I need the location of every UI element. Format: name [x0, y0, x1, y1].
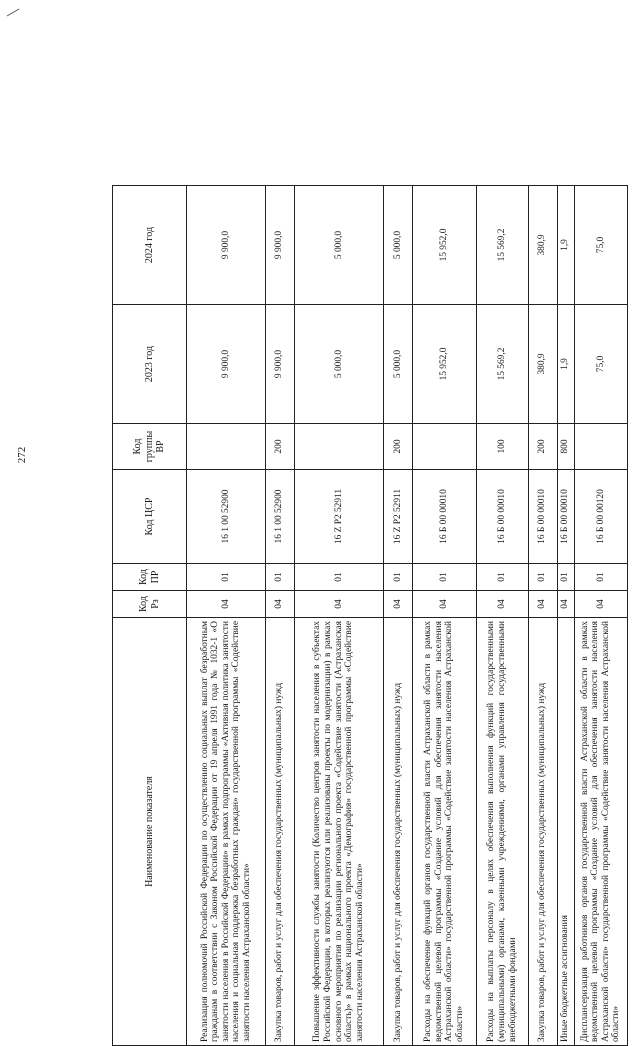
- table-row: [574, 186, 627, 1046]
- table-row: [187, 186, 266, 1046]
- budget-table: [112, 185, 628, 1046]
- row-rz: 04: [265, 591, 294, 618]
- row-rz: 04: [384, 591, 413, 618]
- row-2023: 5 000,0: [384, 305, 413, 424]
- row-2024: 380,9: [528, 186, 557, 305]
- row-name: Повышение эффективности службы занятости (Количество центров занятости населения в субъектах Российской Федерации, в которых реализуются или реализованы проекты по модернизации) в рамках основного мероприятия по реализации регионального проекта «Содействие занятости (Астраханская область)» в рамках национального проекта «Демография» государственной программы «Содействие занятости населения Астраханской области»: [294, 618, 383, 1046]
- row-rz: 04: [412, 591, 476, 618]
- row-2024: 15 952,0: [412, 186, 476, 305]
- row-2023: 15 569,2: [476, 305, 528, 424]
- row-2024: 5 000,0: [384, 186, 413, 305]
- row-2023: 9 900,0: [265, 305, 294, 424]
- row-name: Расходы на выплаты персоналу в целях обеспечения выполнения функций государственными (муниципальными) органами, казенными учреждениями, органами управления государственными внебюджетными фондами: [476, 618, 528, 1046]
- row-csr: 16 Б 00 00010: [557, 470, 574, 564]
- row-vr: [412, 424, 476, 470]
- row-name: Расходы на обеспечение функций органов государственной власти Астраханской области в рамках ведомственной целевой программы «Создание условий для обеспечения занятости населения Астраханской области» государственной программы «Содействие занятости населения Астраханской области»: [412, 618, 476, 1046]
- row-vr: [574, 424, 627, 470]
- row-2023: 380,9: [528, 305, 557, 424]
- row-pr: 01: [187, 564, 266, 591]
- row-vr: 100: [476, 424, 528, 470]
- row-pr: 01: [557, 564, 574, 591]
- row-csr: 16 1 00 52900: [187, 470, 266, 564]
- row-pr: 01: [384, 564, 413, 591]
- row-rz: 04: [528, 591, 557, 618]
- row-2024: 9 900,0: [187, 186, 266, 305]
- row-name: Закупка товаров, работ и услуг для обеспечения государственных (муниципальных) нужд: [265, 618, 294, 1046]
- row-vr: [294, 424, 383, 470]
- row-name: Иные бюджетные ассигнования: [557, 618, 574, 1046]
- row-name: Реализация полномочий Российской Федерации по осуществлению социальных выплат безработным гражданам в соответствии с Законом Российской Федерации от 19 апреля 1991 года № 1032-1 «О занятости населения в Российской Федерации» в рамках подпрограммы «Активная политика занятости населения и социальная поддержка безработных граждан» государственной программы «Содействие занятости населения Астраханской области»: [187, 618, 266, 1046]
- row-vr: 200: [528, 424, 557, 470]
- row-pr: 01: [265, 564, 294, 591]
- row-2023: 9 900,0: [187, 305, 266, 424]
- row-2024: 15 569,2: [476, 186, 528, 305]
- row-pr: 01: [528, 564, 557, 591]
- row-vr: [187, 424, 266, 470]
- row-2024: 5 000,0: [294, 186, 383, 305]
- row-csr: 16 Б 00 00010: [412, 470, 476, 564]
- table-row: [476, 186, 528, 1046]
- row-pr: 01: [412, 564, 476, 591]
- row-vr: 200: [265, 424, 294, 470]
- col-header-vr: Код группы ВР: [113, 424, 187, 470]
- table-row: [528, 186, 557, 1046]
- page-number: 272: [16, 446, 28, 464]
- table-row: [294, 186, 383, 1046]
- row-name: Закупка товаров, работ и услуг для обеспечения государственных (муниципальных) нужд: [528, 618, 557, 1046]
- row-csr: 16 Z P2 52911: [384, 470, 413, 564]
- col-header-rz: Код Рз: [113, 591, 187, 618]
- row-rz: 04: [294, 591, 383, 618]
- row-2024: 75,0: [574, 186, 627, 305]
- table-row: [412, 186, 476, 1046]
- row-pr: 01: [294, 564, 383, 591]
- col-header-pr: Код ПР: [113, 564, 187, 591]
- row-rz: 04: [187, 591, 266, 618]
- row-name: Закупка товаров, работ и услуг для обеспечения государственных (муниципальных) нужд: [384, 618, 413, 1046]
- row-2023: 75,0: [574, 305, 627, 424]
- row-csr: 16 Б 00 00120: [574, 470, 627, 564]
- col-header-2023: 2023 год: [113, 305, 187, 424]
- scan-mark: [7, 9, 20, 17]
- row-csr: 16 Z P2 52911: [294, 470, 383, 564]
- table-row: [384, 186, 413, 1046]
- col-header-2024: 2024 год: [113, 186, 187, 305]
- col-header-csr: Код ЦСР: [113, 470, 187, 564]
- table-row: [265, 186, 294, 1046]
- row-2023: 15 952,0: [412, 305, 476, 424]
- header-row: [113, 186, 187, 1046]
- rotated-table-container: [112, 186, 628, 1046]
- row-pr: 01: [476, 564, 528, 591]
- row-rz: 04: [574, 591, 627, 618]
- row-vr: 200: [384, 424, 413, 470]
- col-header-name: Наименование показателя: [113, 618, 187, 1046]
- row-name: Дисплансеризация работников органов государственной власти Астраханской области в рамках ведомственной целевой программы «Создание условий для обеспечения занятости населения Астраханской области» государственной программы «Содействие занятости населения Астраханской области»: [574, 618, 627, 1046]
- row-vr: 800: [557, 424, 574, 470]
- row-csr: 16 Б 00 00010: [528, 470, 557, 564]
- row-pr: 01: [574, 564, 627, 591]
- table-row: [557, 186, 574, 1046]
- row-2024: 1,9: [557, 186, 574, 305]
- row-csr: 16 1 00 52900: [265, 470, 294, 564]
- row-rz: 04: [557, 591, 574, 618]
- row-2023: 1,9: [557, 305, 574, 424]
- row-2023: 5 000,0: [294, 305, 383, 424]
- row-2024: 9 900,0: [265, 186, 294, 305]
- row-csr: 16 Б 00 00010: [476, 470, 528, 564]
- row-rz: 04: [476, 591, 528, 618]
